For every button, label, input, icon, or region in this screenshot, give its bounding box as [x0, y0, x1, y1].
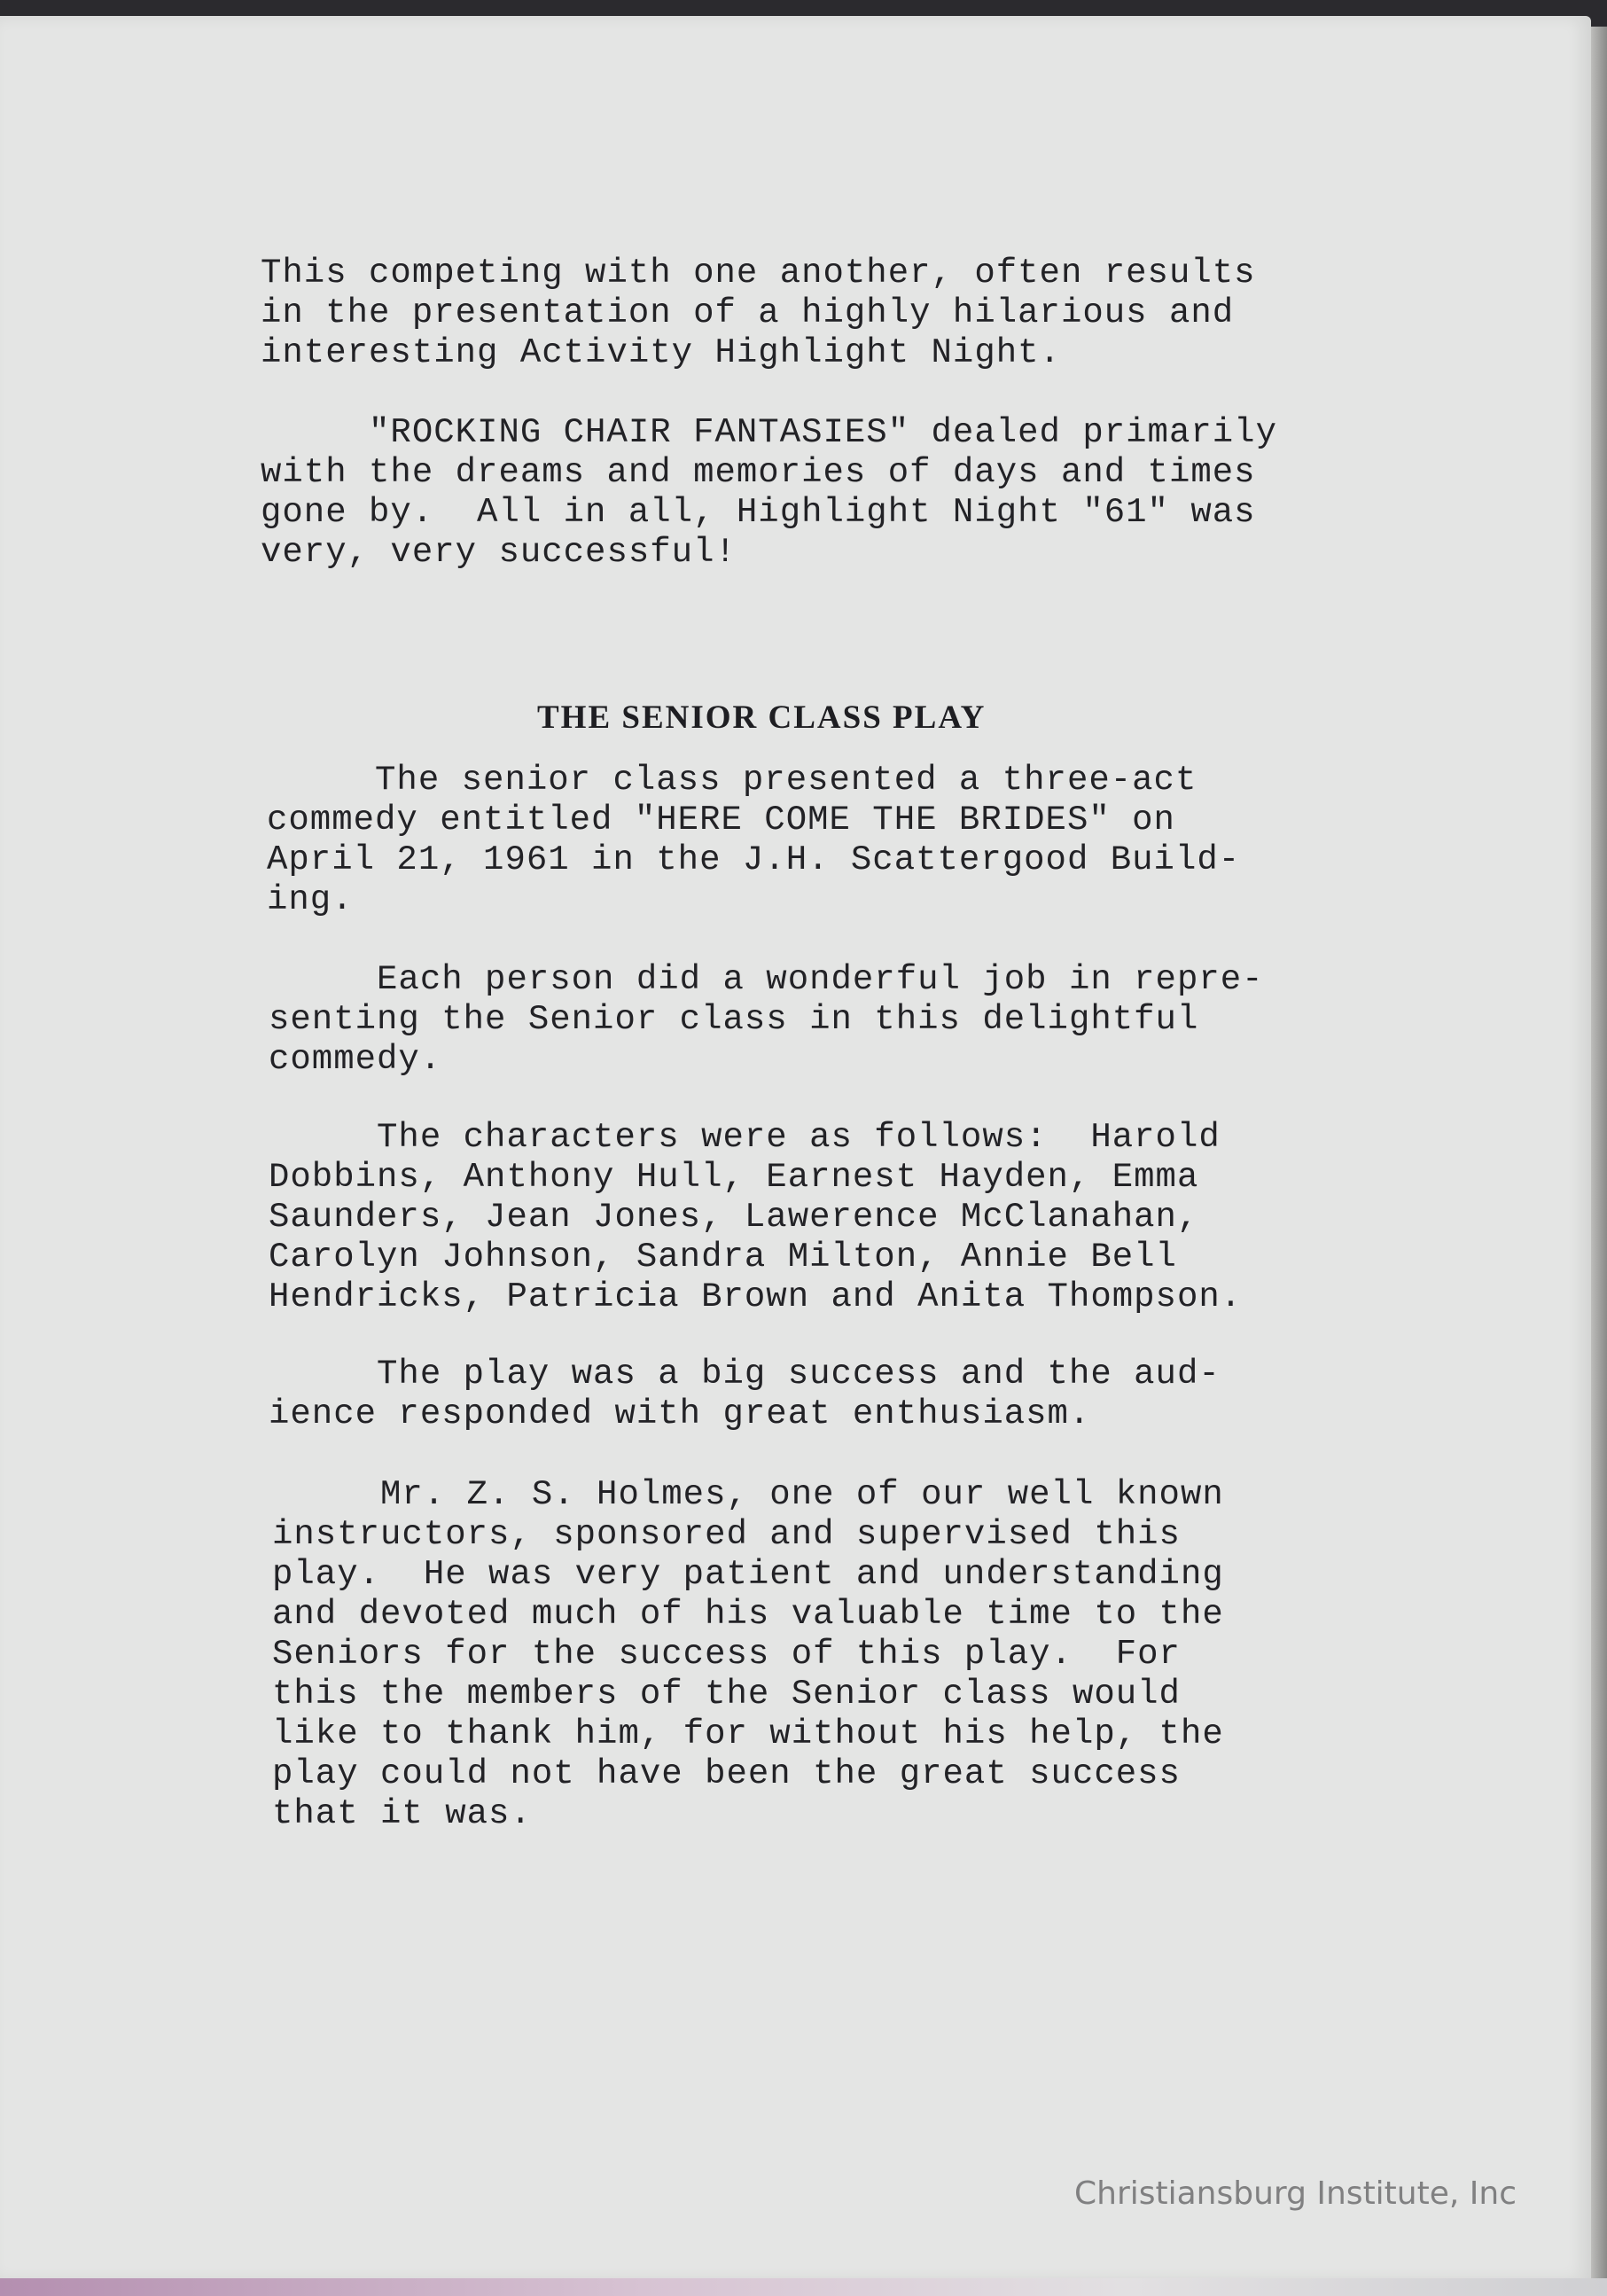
page-edge-shadow: [1591, 27, 1607, 2283]
section-heading-senior-class-play: THE SENIOR CLASS PLAY: [537, 699, 987, 736]
paragraph-play-success: The play was a big success and the aud- ience responded with great enthusiasm.: [269, 1355, 1221, 1433]
document-page: [0, 16, 1591, 2281]
paragraph-cast-list: The characters were as follows: Harold Dobbins, Anthony Hull, Earnest Hayden, Emma Saunders, Jean Jones, Lawerence McClanahan, Carolyn Johnson, Sandra Milton, Annie Bell Hendricks, Patricia Brown and Anita Thompson.: [269, 1118, 1243, 1316]
paragraph-wonderful-job: Each person did a wonderful job in repre- senting the Senior class in this delightful commedy.: [269, 960, 1264, 1079]
scan-bottom-strip: [0, 2278, 1607, 2296]
archive-watermark: Christiansburg Institute, Inc: [1073, 2175, 1517, 2212]
paragraph-highlight-night-intro: This competing with one another, often results in the presentation of a highly hilarious and interesting Activity Highlight Night.: [261, 254, 1256, 372]
paragraph-play-announcement: The senior class presented a three-act commedy entitled "HERE COME THE BRIDES" on April 21, 1961 in the J.H. Scattergood Build- ing.: [267, 761, 1241, 919]
paragraph-sponsor-thanks: Mr. Z. S. Holmes, one of our well known instructors, sponsored and supervised this play. He was very patient and understanding and devoted much of his valuable time to the Seniors for the success of this play. For this the members of the Senior class would like to thank him, for without his help, the play could not have been the great success that it was.: [272, 1475, 1224, 1833]
paragraph-rocking-chair-fantasies: "ROCKING CHAIR FANTASIES" dealed primarily with the dreams and memories of days and times gone by. All in all, Highlight Night "61" was very, very successful!: [261, 413, 1277, 572]
